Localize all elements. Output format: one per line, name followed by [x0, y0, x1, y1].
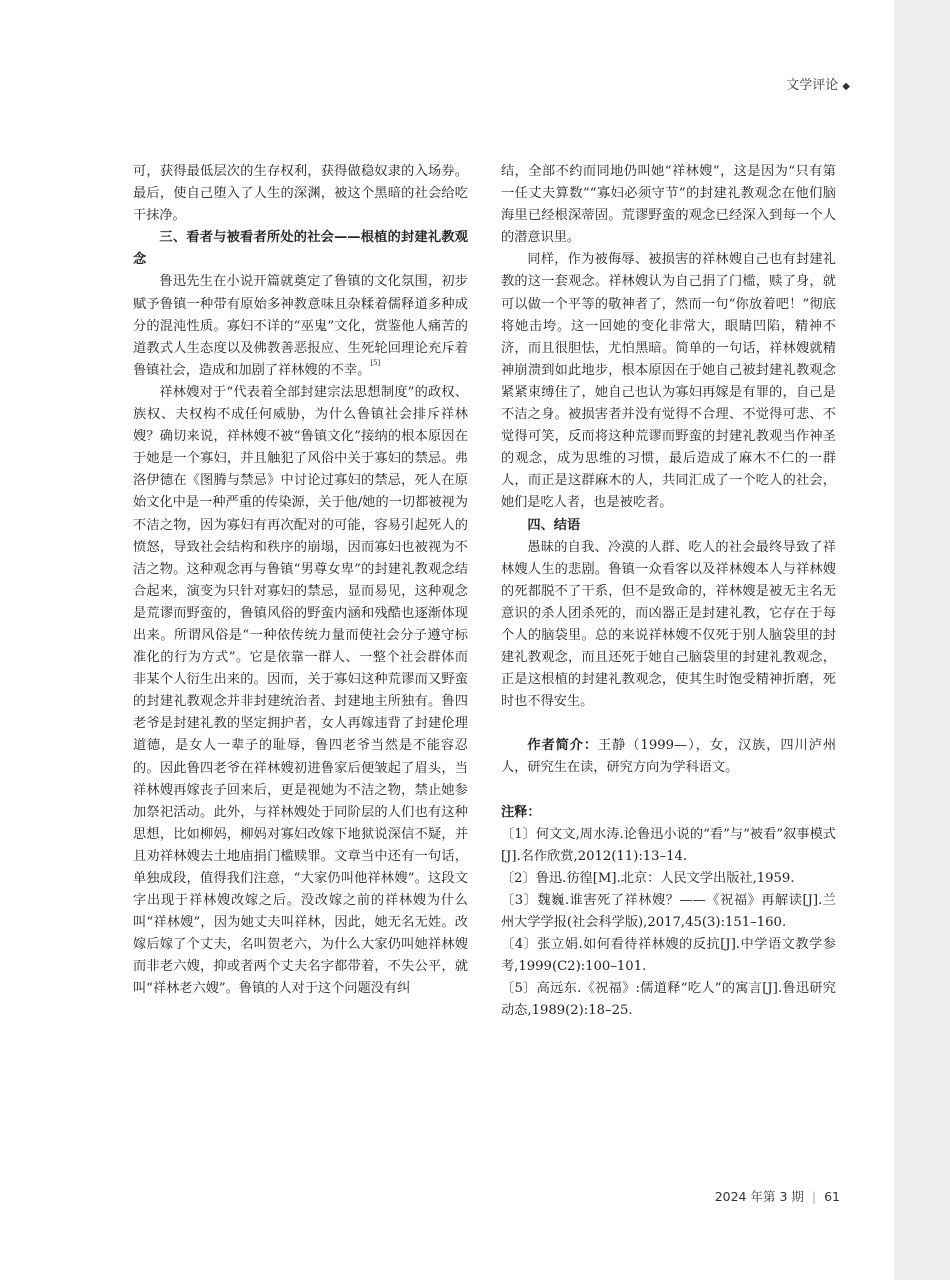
spacer [501, 780, 836, 802]
page-number: 61 [824, 1189, 840, 1204]
paragraph: 结，全部不约而同地仍叫她“祥林嫂”，这是因为“只有第一任丈夫算数”“寡妇必须守节”的封建礼教观念在他们脑海里已经根深蒂固。荒谬野蛮的观念已经深入到每一个人的潜意识里。 [501, 164, 836, 246]
note-item: 〔4〕张立娟.如何看待祥林嫂的反抗[J].中学语文教学参考,1999(C2):100–101. [501, 937, 836, 975]
note-item: 〔1〕何文文,周水涛.论鲁迅小说的“看”与“被看”叙事模式[J].名作欣赏,2012(11):13–14. [501, 826, 836, 864]
paragraph: 愚昧的自我、冷漠的人群、吃人的社会最终导致了祥林嫂人生的悲剧。鲁镇一众看客以及祥林嫂本人与祥林嫂的死都脱不了干系，但不是致命的，祥林嫂是被无主名无意识的杀人团杀死的，而凶器正是封建礼教，它存在于每个人的脑袋里。总的来说祥林嫂不仅死于别人脑袋里的封建礼教观念，而且还死于她自己脑袋里的封建礼教观念，正是这根植的封建礼教观念，使其生时饱受精神折磨，死时也不得安生。 [501, 539, 836, 710]
left-column [133, 161, 468, 1001]
right-column [501, 161, 836, 1022]
issue-label: 2024 年第 3 期 [714, 1189, 804, 1204]
author-text: 王静（1999—），女，汉族，四川泸州人，研究生在读，研究方向为学科语文。 [501, 738, 837, 776]
paragraph: 祥林嫂对于“代表着全部封建宗法思想制度”的政权、族权、夫权构不成任何威胁，为什么鲁镇社会排斥祥林嫂？确切来说，祥林嫂不被“鲁镇文化”接纳的根本原因在于她是一个寡妇，并且触犯了风俗中关于寡妇的禁忌。弗洛伊德在《图腾与禁忌》中讨论过寡妇的禁忌，死人在原始文化中是一种严重的传染源，关于他/她的一切都被视为不洁之物，因为寡妇有再次配对的可能，容易引起死人的愤怒，导致社会结构和秩序的崩塌，因而寡妇也被视为不洁之物。这种观念再与鲁镇“男尊女卑”的封建礼教观念结合起来，演变为只针对寡妇的禁忌，显而易见，这种观念是荒谬而野蛮的，鲁镇风俗的野蛮内涵和残酷也逐渐体现出来。所谓风俗是“一种依传统力量而使社会分子遵守标准化的行为方式”。它是依靠一群人、一整个社会群体而非某个人衍生出来的。因而，关于寡妇这种荒谬而又野蛮的封建礼教观念并非封建统治者、封建地主所独有。鲁四老爷是封建礼教的坚定拥护者，女人再嫁违背了封建伦理道德，是女人一辈子的耻辱，鲁四老爷当然是不能容忍的。因此鲁四老爷在祥林嫂初进鲁家后便皱起了眉头，当祥林嫂再嫁丧子回来后，更是视她为不洁之物，禁止她参加祭祀活动。此外，与祥林嫂处于同阶层的人们也有这种思想，比如柳妈，柳妈对寡妇改嫁下地狱说深信不疑，并且劝祥林嫂去土地庙捐门槛赎罪。文章当中还有一句话，单独成段，值得我们注意，“大家仍叫他祥林嫂”。这段文字出现于祥林嫂改嫁之后。没改嫁之前的祥林嫂为什么叫“祥林嫂”，因为她丈夫叫祥林，因此，她无名无姓。改嫁后嫁了个丈夫，名叫贺老六，为什么大家仍叫她祥林嫂而非老六嫂，抑或者两个丈夫名字都带着，不失公平，就叫“祥林老六嫂”。鲁镇的人对于这个问题没有纠 [133, 384, 468, 997]
paragraph [133, 271, 468, 381]
section-title: 文学评论 [786, 78, 839, 93]
section-heading-4: 四、结语 [527, 517, 581, 533]
footer-divider: | [811, 1189, 817, 1204]
diamond-icon: ◆ [842, 81, 850, 92]
notes-title: 注释： [501, 804, 541, 820]
page-gutter [894, 0, 950, 1280]
running-header [700, 74, 850, 93]
section-heading-3: 三、看者与被看者所处的社会——根植的封建礼教观念 [133, 230, 468, 268]
note-item: 〔3〕魏巍.谁害死了祥林嫂？——《祝福》再解读[J].兰州大学学报(社会科学版),2017,45(3):151–160. [501, 892, 836, 930]
paragraph-text: 鲁迅先生在小说开篇就奠定了鲁镇的文化氛围，初步赋予鲁镇一种带有原始多神教意味且杂糅着儒释道多种成分的混沌性质。寡妇不详的“巫鬼”文化，赏鉴他人痛苦的道教式人生态度以及佛教善恶报应、生死轮回理论充斥着鲁镇社会，造成和加剧了祥林嫂的不幸。 [133, 274, 468, 378]
note-item: 〔5〕高远东.《祝福》:儒道释“吃人”的寓言[J].鲁迅研究动态,1989(2):18–25. [501, 981, 836, 1019]
page-footer [660, 1187, 840, 1205]
author-label: 作者简介： [527, 738, 599, 754]
paragraph: 可，获得最低层次的生存权利，获得做稳奴隶的入场券。最后，使自己堕入了人生的深渊，被这个黑暗的社会给吃干抹净。 [133, 164, 468, 224]
author-bio [501, 735, 836, 779]
citation-ref: [5] [370, 358, 381, 367]
paragraph: 同样，作为被侮辱、被损害的祥林嫂自己也有封建礼教的这一套观念。祥林嫂认为自己捐了门槛，赎了身，就可以做一个平等的敬神者了，然而一句“你放着吧！”彻底将她击垮。这一回她的变化非常大，眼睛凹陷，精神不济，而且很胆怯，尤怕黑暗。简单的一句话，祥林嫂就精神崩溃到如此地步，根本原因在于她自己被封建礼教观念紧紧束缚住了，她自己也认为寡妇再嫁是有罪的，自己是不洁之身。被损害者并没有觉得不合理、不觉得可悲、不觉得可笑，反而将这种荒谬而野蛮的封建礼教观当作神圣的观念，成为思维的习惯，最后造成了麻木不仁的一群人，而正是这群麻木的人，共同汇成了一个吃人的社会，她们是吃人者，也是被吃者。 [501, 252, 836, 511]
spacer [501, 713, 836, 735]
note-item: 〔2〕鲁迅.彷徨[M].北京：人民文学出版社,1959. [501, 870, 795, 886]
